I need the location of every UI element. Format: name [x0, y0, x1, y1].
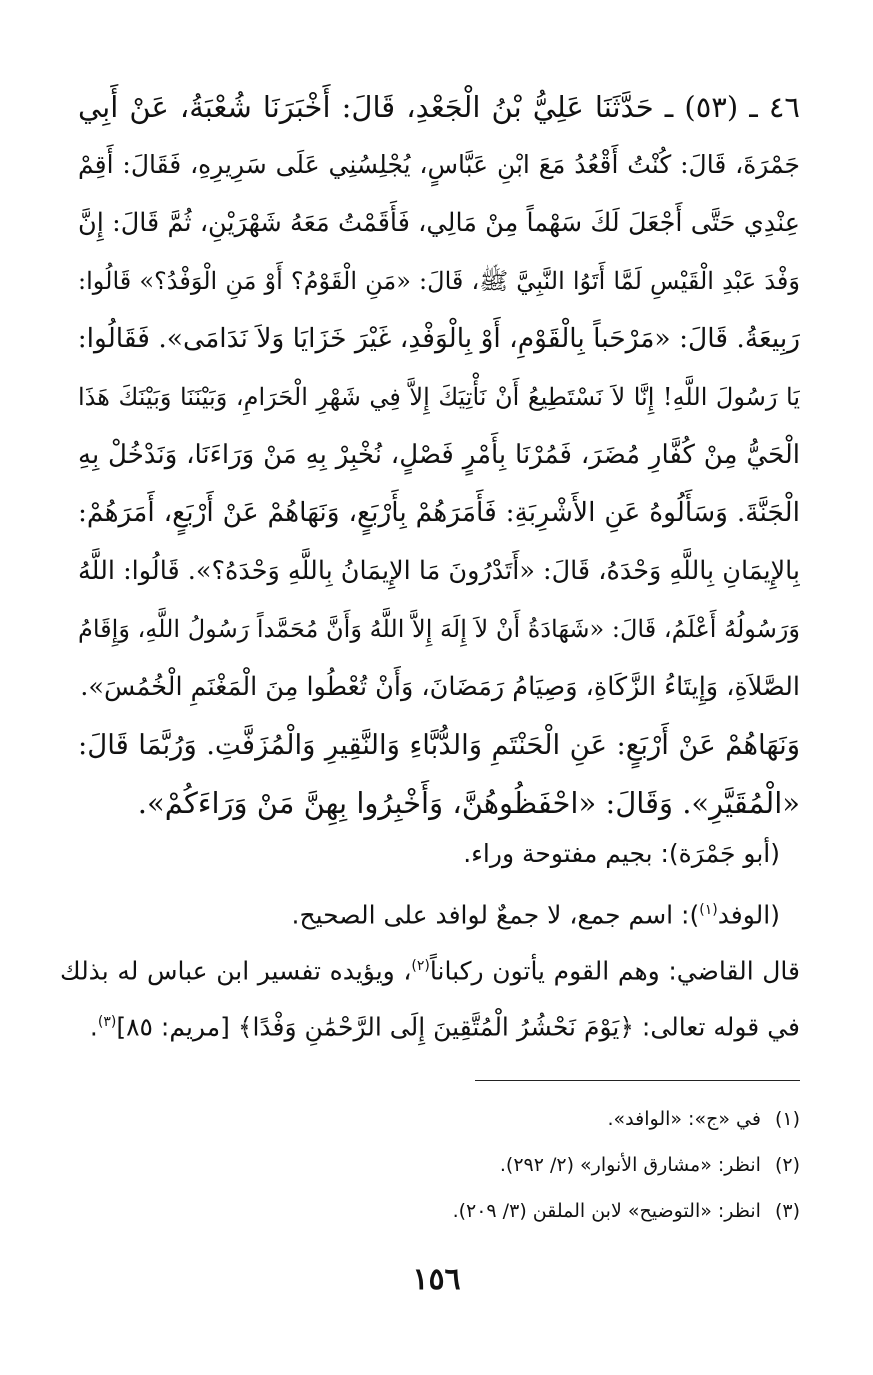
footnote-text: في «ج»: «الوافد». — [607, 1108, 761, 1130]
footnote-text: انظر: «التوضيح» لابن الملقن (٣/ ٢٠٩). — [452, 1200, 761, 1222]
hadith-line: جَمْرَةَ، قَالَ: كُنْتُ أَقْعُدُ مَعَ ابْنِ عَبَّاسٍ، يُجْلِسُنِي عَلَى سَرِيرِهِ، فَقَالَ: أَقِمْ — [78, 150, 800, 179]
hadith-line: يَا رَسُولَ اللَّهِ! إِنَّا لاَ نَسْتَطِيعُ أَنْ نَأْتِيَكَ إِلاَّ فِي شَهْرِ الْحَرَامِ، وَبَيْنَنَا وَبَيْنَكَ هَذَا — [78, 383, 800, 411]
commentary-text: ): اسم جمع، لا جمعٌ لوافد على الصحيح. — [291, 900, 700, 930]
hadith-line: وَرَسُولُهُ أَعْلَمُ، قَالَ: «شَهَادَةُ أَنْ لاَ إِلَهَ إِلاَّ اللَّهُ وَأَنَّ مُحَمَّداً رَسُولُ اللَّهِ، وَإِقَامُ — [78, 615, 800, 643]
commentary-text: قال القاضي: وهم القوم يأتون ركباناً — [429, 956, 800, 986]
footnote-item — [300, 1096, 800, 1142]
commentary-text: . — [89, 1012, 98, 1042]
commentary-wafd — [60, 882, 800, 938]
footnotes — [300, 1096, 800, 1234]
hadith-line: وَفْدَ عَبْدِ الْقَيْسِ لَمَّا أَتَوُا النَّبِيَّ ﷺ، قَالَ: «مَنِ الْقَوْمُ؟ أَوْ مَنِ الْوَفْدُ؟» قَالُوا: — [78, 267, 800, 295]
footnote-ref: (٢) — [411, 958, 430, 974]
footnote-item — [300, 1188, 800, 1234]
footnote-item — [300, 1142, 800, 1188]
footnote-ref: (١) — [699, 902, 718, 918]
hadith-line: رَبِيعَةُ. قَالَ: «مَرْحَباً بِالْقَوْمِ، أَوْ بِالْوَفْدِ، غَيْرَ خَزَايَا وَلاَ نَدَامَى». فَقَالُوا: — [78, 323, 800, 354]
page-number: ١٥٦ — [412, 1262, 461, 1297]
hadith-line: الْجَنَّةَ. وَسَأَلُوهُ عَنِ الأَشْرِبَةِ: فَأَمَرَهُمْ بِأَرْبَعٍ، وَنَهَاهُمْ عَنْ أَرْبَعٍ، أَمَرَهُمْ: — [78, 497, 800, 528]
hadith-line: عِنْدِي حَتَّى أَجْعَلَ لَكَ سَهْماً مِنْ مَالِي، فَأَقَمْتُ مَعَهُ شَهْرَيْنِ، ثُمَّ قَالَ: إِنَّ — [78, 208, 800, 238]
footnote-number: (٢) — [774, 1154, 800, 1176]
footnote-number: (٣) — [774, 1200, 800, 1222]
footnote-text: انظر: «مشارق الأنوار» (٢/ ٢٩٢). — [499, 1154, 761, 1176]
commentary-line — [60, 938, 800, 994]
hadith-line: الْحَيُّ مِنْ كُفَّارِ مُضَرَ، فَمُرْنَا بِأَمْرٍ فَصْلٍ، نُخْبِرْ بِهِ مَنْ وَرَاءَنَا، وَنَدْخُلْ بِهِ — [78, 440, 800, 470]
footnote-separator — [475, 1080, 800, 1081]
commentary-line — [60, 994, 800, 1050]
hadith-line: الصَّلاَةِ، وَإِيتَاءُ الزَّكَاةِ، وَصِيَامُ رَمَضَانَ، وَأَنْ تُعْطُوا مِنَ الْمَغْنَمِ الْخُمُسَ». — [80, 672, 800, 702]
commentary-text: ، ويؤيده تفسير ابن عباس له بذلك — [60, 956, 412, 986]
commentary-text: في قوله تعالى: ﴿يَوْمَ نَحْشُرُ الْمُتَّقِينَ إِلَى الرَّحْمَٰنِ وَفْدًا﴾ [مريم: ٨٥] — [116, 1012, 800, 1042]
commentary-qadi — [60, 938, 800, 1050]
commentary-block — [60, 826, 800, 938]
hadith-line: «الْمُقَيَّرِ». وَقَالَ: «احْفَظُوهُنَّ، وَأَخْبِرُوا بِهِنَّ مَنْ وَرَاءَكُمْ». — [137, 786, 800, 820]
hadith-line: بِالإِيمَانِ بِاللَّهِ وَحْدَهُ، قَالَ: «أَتَدْرُونَ مَا الإِيمَانُ بِاللَّهِ وَحْدَهُ؟». قَالُوا: اللَّهُ — [78, 556, 800, 586]
footnote-ref: (٣) — [97, 1014, 117, 1030]
hadith-text — [78, 78, 800, 832]
footnote-number: (١) — [774, 1108, 800, 1130]
hadith-line: ٤٦ ـ (٥٣) ـ حَدَّثَنَا عَلِيُّ بْنُ الْجَعْدِ، قَالَ: أَخْبَرَنَا شُعْبَةُ، عَنْ أَبِي — [78, 90, 800, 124]
hadith-line: وَنَهَاهُمْ عَنْ أَرْبَعٍ: عَنِ الْحَنْتَمِ وَالدُّبَّاءِ وَالنَّقِيرِ وَالْمُزَفَّتِ. وَرُبَّمَا قَالَ: — [78, 729, 800, 761]
commentary-text: (الوفد — [717, 900, 780, 930]
commentary-abu-jamra: (أبو جَمْرَة): بجيم مفتوحة وراء. — [463, 839, 780, 868]
